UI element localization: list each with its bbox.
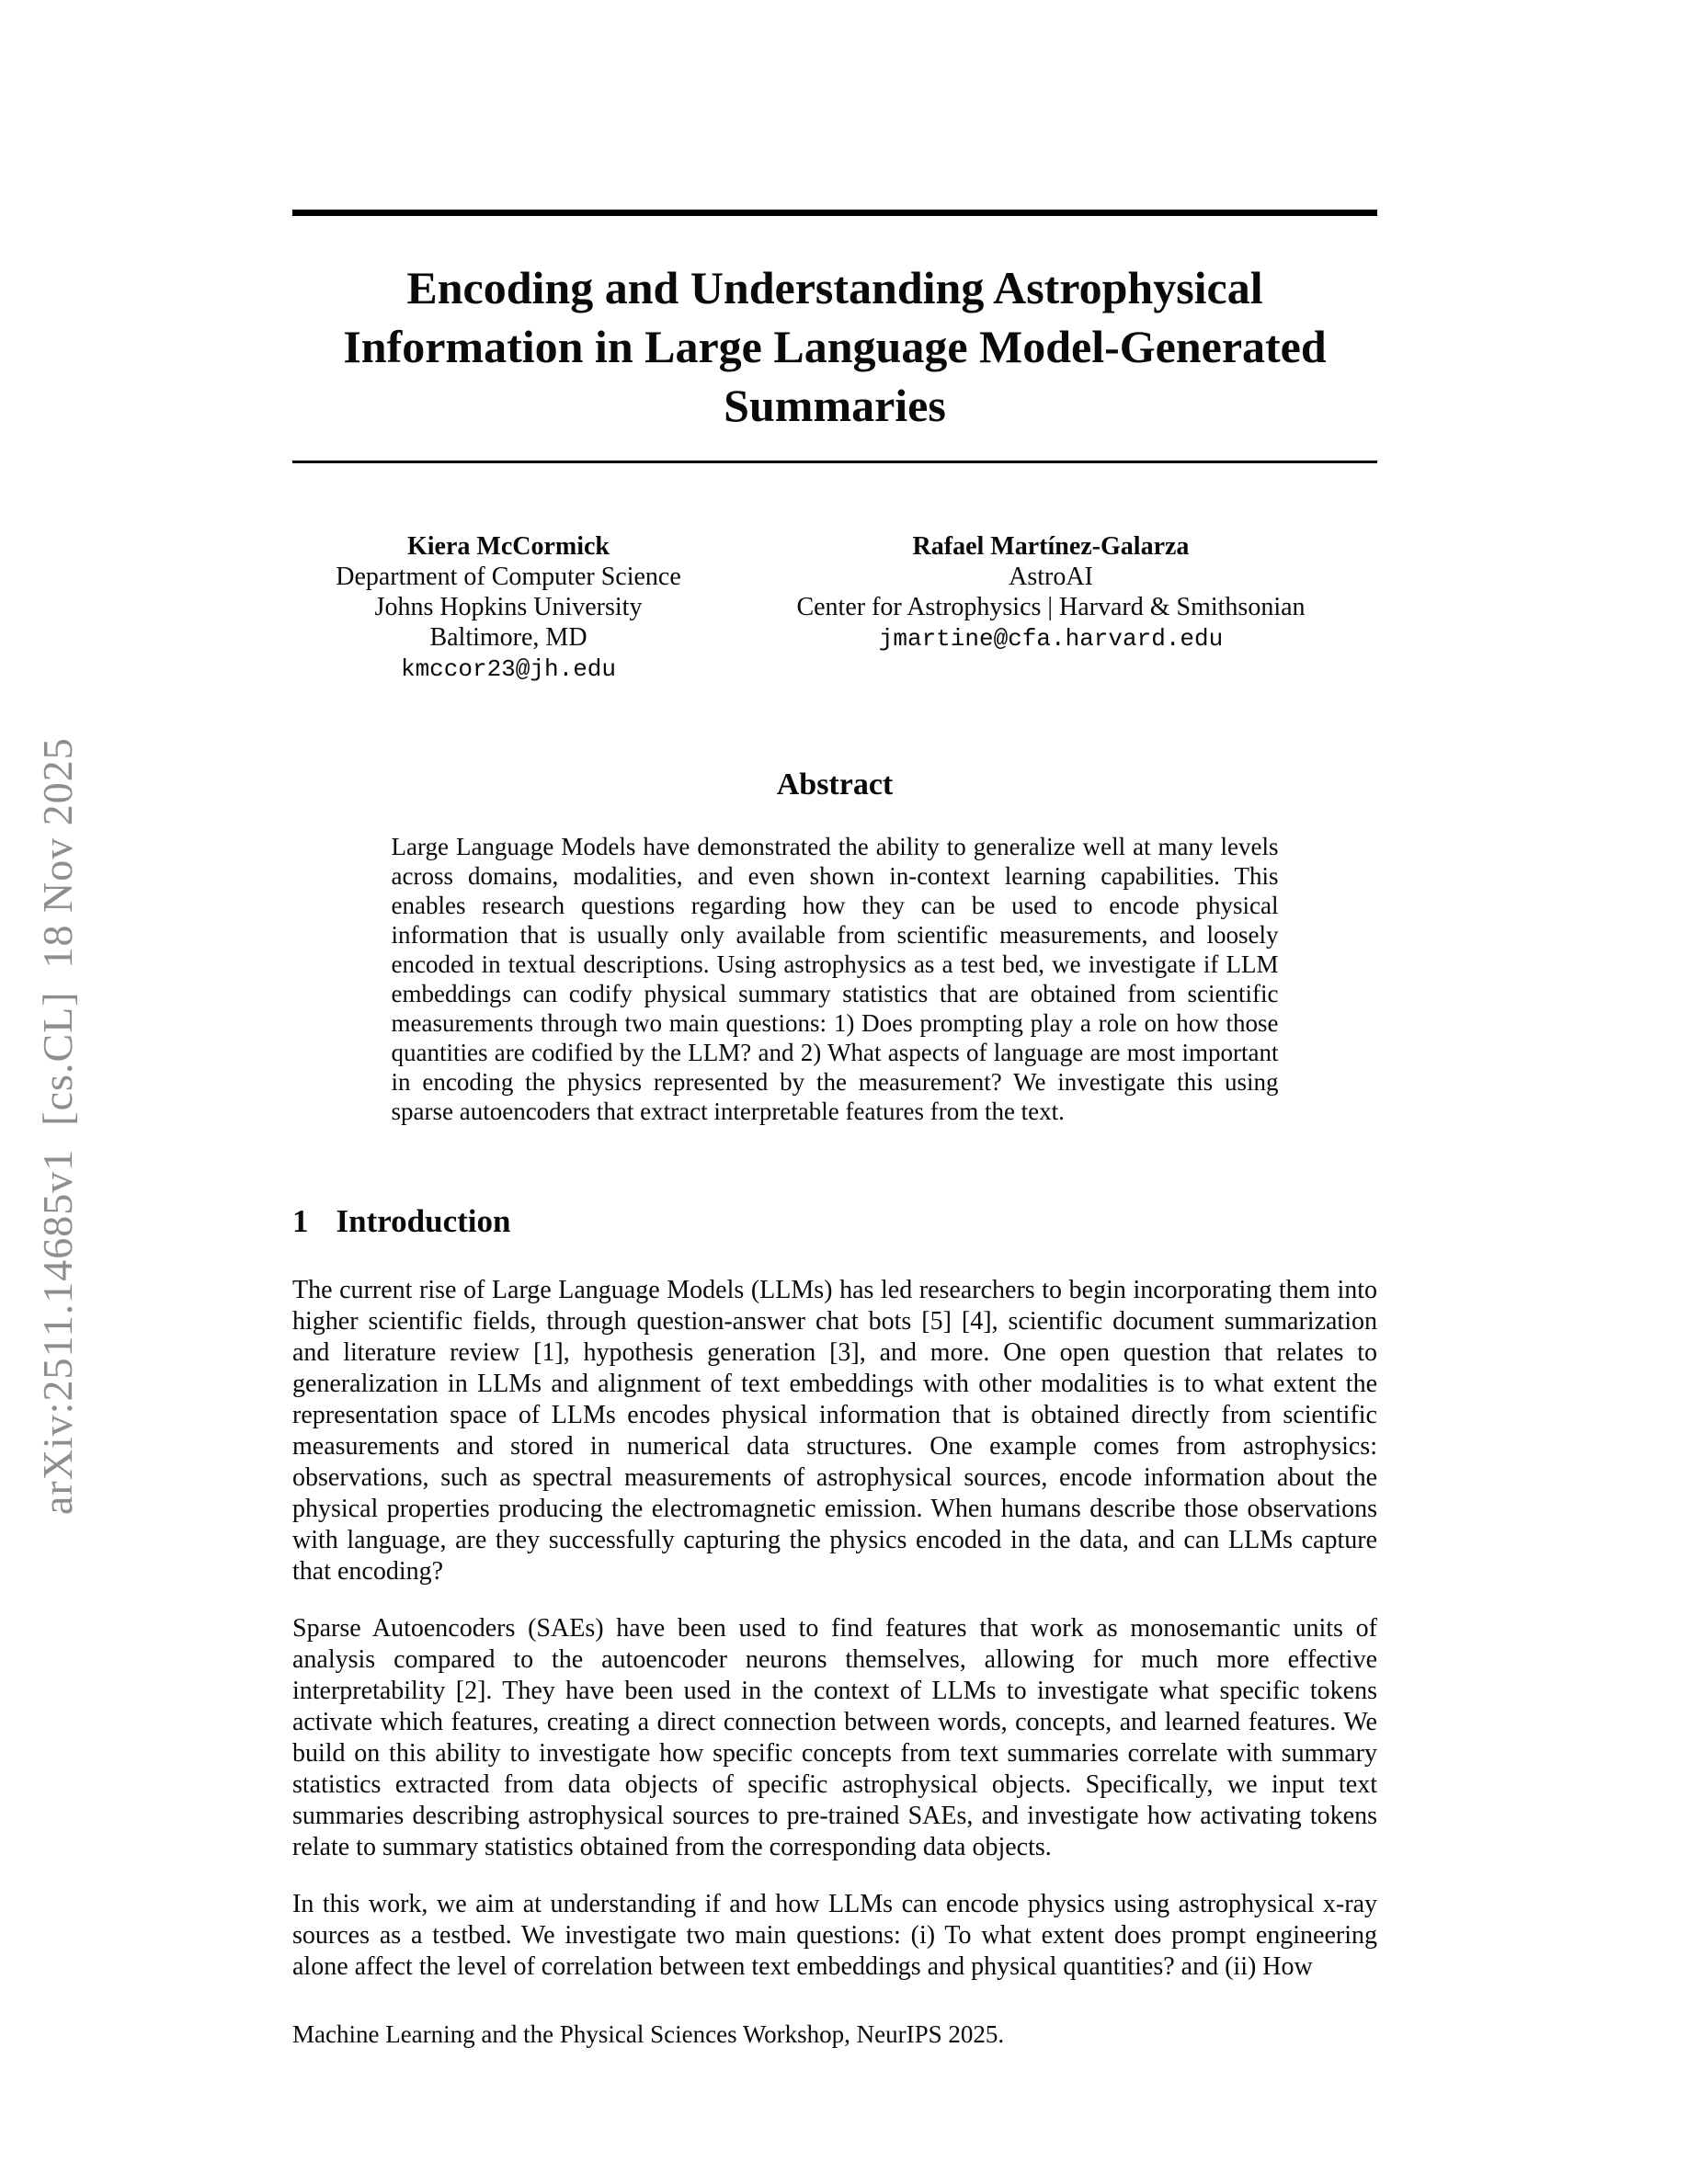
title-rule-top [292, 210, 1377, 216]
section-number: 1 [292, 1203, 309, 1239]
author-1-name: Kiera McCormick [406, 532, 610, 561]
abstract-text: Large Language Models have demonstrated the ability to generalize well at many levels across domains, modalities, and even shown in-context learning capabilities. This enables research questions regarding how they can be used to encode physical information that is usually only available from scientific measurements, and loosely encoded in textual descriptions. Using astrophysics as a test bed, we investigate if LLM embeddings can codify physical summary statistics that are obtained from scientific measurements through two main questions: 1) Does prompting play a role on how those quantities are codified by the LLM? and 2) What aspects of language are most important in encoding the physics represented by the measurement? We investigate this using sparse autoencoders that extract interpretable features from the text. [391, 833, 1279, 1125]
author-1-email: kmccor23@jh.edu [400, 655, 617, 683]
author-2 [724, 531, 1377, 685]
paper-title-line-1: Encoding and Understanding Astrophysical [406, 262, 1263, 313]
intro-paragraph-1: The current rise of Large Language Models (LLMs) has led researchers to begin incorporating them into higher scientific fields, through question-answer chat bots [5] [4], scientific document summarization and literature review [1], hypothesis generation [3], and more. One open question that relates to generalization in LLMs and alignment of text embeddings with other modalities is to what extent the representation space of LLMs encodes physical information that is obtained directly from scientific measurements and stored in numerical data structures. One example comes from astrophysics: observations, such as spectral measurements of astrophysical sources, encode information about the physical properties producing the electromagnetic emission. When humans describe those observations with language, are they successfully capturing the physics encoded in the data, and can LLMs capture that encoding? [292, 1276, 1377, 1586]
title-rule-bottom [292, 461, 1377, 463]
abstract-heading: Abstract [776, 768, 894, 802]
author-1-affiliation-2: Johns Hopkins University [374, 593, 643, 621]
arxiv-watermark: arXiv:2511.14685v1 [cs.CL] 18 Nov 2025 [34, 737, 81, 1515]
paper-title-line-2: Information in Large Language Model-Generated [343, 321, 1327, 372]
author-1 [292, 531, 724, 685]
intro-paragraph-3: In this work, we aim at understanding if and how LLMs can encode physics using astrophysical x-ray sources as a testbed. We investigate two main questions: (i) To what extent does prompt engineering alone affect the level of correlation between text embeddings and physical quantities? and (ii) How [292, 1890, 1377, 1981]
author-2-affiliation-1: AstroAI [1009, 563, 1093, 591]
paper-title-line-3: Summaries [724, 380, 946, 431]
section-heading-introduction [292, 1203, 1377, 1240]
section-title: Introduction [336, 1203, 511, 1239]
footer-note: Machine Learning and the Physical Sciences Workshop, NeurIPS 2025. [292, 2020, 1005, 2048]
intro-paragraph-2: Sparse Autoencoders (SAEs) have been used to find features that work as monosemantic units of analysis compared to the autoencoder neurons themselves, allowing for much more effective interpretability [2]. They have been used in the context of LLMs to investigate what specific tokens activate which features, creating a direct connection between words, concepts, and learned features. We build on this ability to investigate how specific concepts from text summaries correlate with summary statistics extracted from data objects of specific astrophysical objects. Specifically, we input text summaries describing astrophysical sources to pre-trained SAEs, and investigate how activating tokens relate to summary statistics obtained from the corresponding data objects. [292, 1614, 1377, 1861]
paper-content [292, 0, 1377, 1983]
author-2-affiliation-2: Center for Astrophysics | Harvard & Smithsonian [796, 593, 1306, 621]
author-1-affiliation-3: Baltimore, MD [429, 623, 587, 652]
paper-title [292, 258, 1377, 435]
author-1-affiliation-1: Department of Computer Science [336, 563, 681, 591]
author-2-email: jmartine@cfa.harvard.edu [878, 625, 1224, 653]
author-2-name: Rafael Martínez-Galarza [912, 532, 1190, 561]
author-block [292, 531, 1377, 685]
